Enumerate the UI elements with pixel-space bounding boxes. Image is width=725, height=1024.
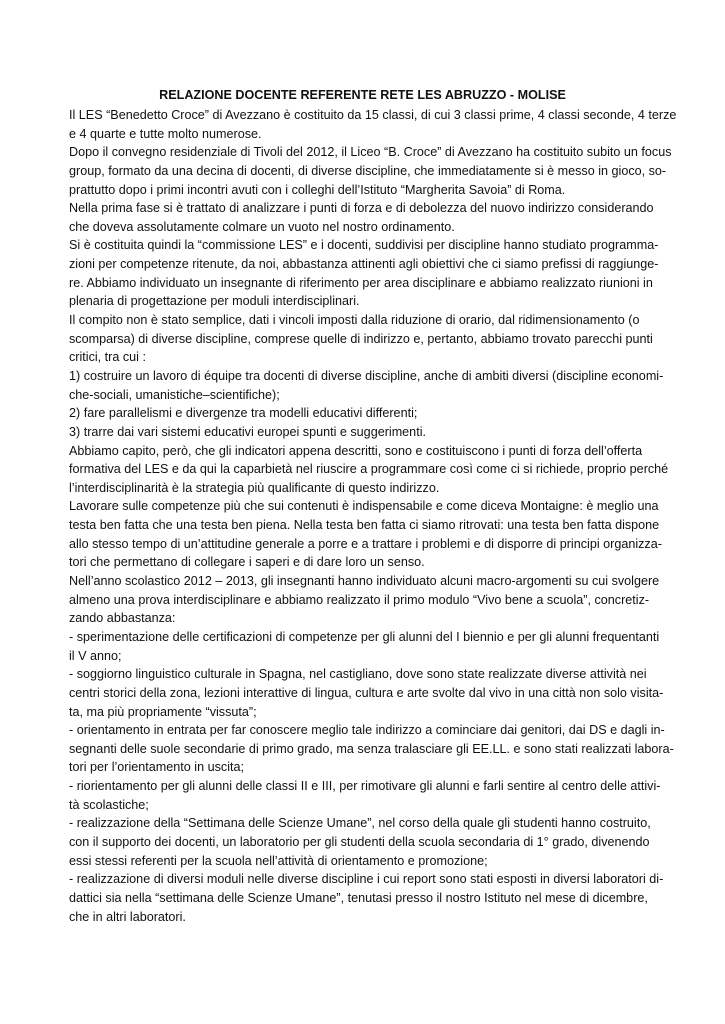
document-line: Abbiamo capito, però, che gli indicatori appena descritti, sono e costituiscono i punti di forza dell’offerta	[69, 443, 643, 458]
document-line: 3) trarre dai vari sistemi educativi europei spunti e suggerimenti.	[69, 424, 426, 439]
document-line: - realizzazione di diversi moduli nelle diverse discipline i cui report sono stati esposti in diversi laboratori di-	[69, 872, 664, 887]
document-line: tà scolastiche;	[69, 797, 149, 812]
document-title: RELAZIONE DOCENTE REFERENTE RETE LES ABRUZZO - MOLISE	[159, 88, 566, 102]
document-line: che in altri laboratori.	[69, 909, 186, 924]
document-line: e 4 quarte e tutte molto numerose.	[69, 126, 262, 141]
document-line: prattutto dopo i primi incontri avuti con i colleghi dell’Istituto “Margherita Savoia” di Roma.	[69, 182, 566, 197]
document-line: tori per l’orientamento in uscita;	[69, 760, 244, 775]
document-line: Il LES “Benedetto Croce” di Avezzano è costituito da 15 classi, di cui 3 classi prime, 4 classi seconde, 4 terze	[69, 108, 677, 122]
document-line: 2) fare parallelismi e divergenze tra modelli educativi differenti;	[69, 406, 418, 421]
document-line: - soggiorno linguistico culturale in Spagna, nel castigliano, dove sono state realizzate diverse attività nei	[69, 667, 647, 682]
document-line: che-sociali, umanistiche–scientifiche);	[69, 387, 280, 402]
document-line: - realizzazione della “Settimana delle Scienze Umane”, nel corso della quale gli studenti hanno costruito,	[69, 816, 651, 831]
document-line: l’interdisciplinarità è la strategia più qualificante di questo indirizzo.	[69, 480, 440, 495]
document-line: Lavorare sulle competenze più che sui contenuti è indispensabile e come diceva Montaigne: è meglio una	[69, 499, 659, 514]
document-line: Si è costituita quindi la “commissione LES” e i docenti, suddivisi per discipline hanno studiato programma-	[69, 238, 659, 253]
document-line: - sperimentazione delle certificazioni di competenze per gli alunni del I biennio e per gli alunni frequentanti	[69, 629, 660, 644]
document-line: plenaria di progettazione per moduli interdisciplinari.	[69, 294, 360, 309]
document-line: Nell’anno scolastico 2012 – 2013, gli insegnanti hanno individuato alcuni macro-argomenti su cui svolgere	[69, 574, 660, 589]
document-line: tori che permettano di collegare i saperi e di dare loro un senso.	[69, 555, 425, 570]
document-line: Nella prima fase si è trattato di analizzare i punti di forza e di debolezza del nuovo indirizzo considerando	[69, 201, 654, 216]
document-line: re. Abbiamo individuato un insegnante di riferimento per area disciplinare e abbiamo realizzato riunioni in	[69, 275, 653, 290]
document-body	[69, 106, 677, 926]
document-line: dattici sia nella “settimana delle Scienze Umane”, tenutasi presso il nostro Istituto nel mese di dicembre,	[69, 890, 648, 905]
document-line: scomparsa) di diverse discipline, comprese quelle di indirizzo e, pertanto, abbiamo trovato parecchi punti	[69, 331, 653, 346]
document-line: - riorientamento per gli alunni delle classi II e III, per rimotivare gli alunni e farli sentire al centro delle attivi-	[69, 779, 661, 794]
document-line: - orientamento in entrata per far conoscere meglio tale indirizzo a cominciare dai genitori, dai DS e dagli in-	[69, 723, 665, 738]
document-line: almeno una prova interdisciplinare e abbiamo realizzato il primo modulo “Vivo bene a scuola”, concretiz-	[69, 592, 650, 607]
document-line: zioni per competenze ritenute, da noi, abbastanza attinenti agli obiettivi che ci siamo prefissi di raggiunge-	[69, 257, 659, 272]
document-line: zando abbastanza:	[69, 611, 176, 626]
document-line: che doveva assolutamente colmare un vuoto nel nostro ordinamento.	[69, 219, 455, 234]
document-line: ta, ma più propriamente “vissuta”;	[69, 704, 257, 719]
document-line: 1) costruire un lavoro di équipe tra docenti di diverse discipline, anche di ambiti diversi (discipline economi-	[69, 368, 664, 383]
document-line: centri storici della zona, lezioni interattive di lingua, cultura e arte svolte dal vivo in una città non solo visita-	[69, 685, 664, 700]
document-line: group, formato da una decina di docenti, di diverse discipline, che immediatamente si è messo in gioco, so-	[69, 163, 667, 178]
document-line: critici, tra cui :	[69, 350, 146, 365]
document-line: allo stesso tempo di un’attitudine generale a porre e a trattare i problemi e di disporre di principi organizza-	[69, 536, 662, 551]
document-line: essi stessi referenti per la scuola nell’attività di orientamento e promozione;	[69, 853, 488, 868]
document-line: il V anno;	[69, 648, 122, 663]
document-line: Dopo il convegno residenziale di Tivoli del 2012, il Liceo “B. Croce” di Avezzano ha costituito subito un focus	[69, 145, 672, 160]
document-line: formativa del LES e da qui la caparbietà nel riuscire a programmare così come ci si richiede, proprio perché	[69, 462, 669, 477]
document-line: Il compito non è stato semplice, dati i vincoli imposti dalla riduzione di orario, dal ridimensionamento (o	[69, 313, 640, 328]
document-line: con il supporto dei docenti, un laboratorio per gli studenti della scuola secondaria di 1° grado, divenendo	[69, 834, 650, 849]
document-line: testa ben fatta che una testa ben piena. Nella testa ben fatta ci siamo ritrovati: una testa ben fatta dispone	[69, 518, 660, 533]
document-line: segnanti delle suole secondarie di primo grado, ma senza tralasciare gli EE.LL. e sono stati realizzati labora-	[69, 741, 674, 756]
